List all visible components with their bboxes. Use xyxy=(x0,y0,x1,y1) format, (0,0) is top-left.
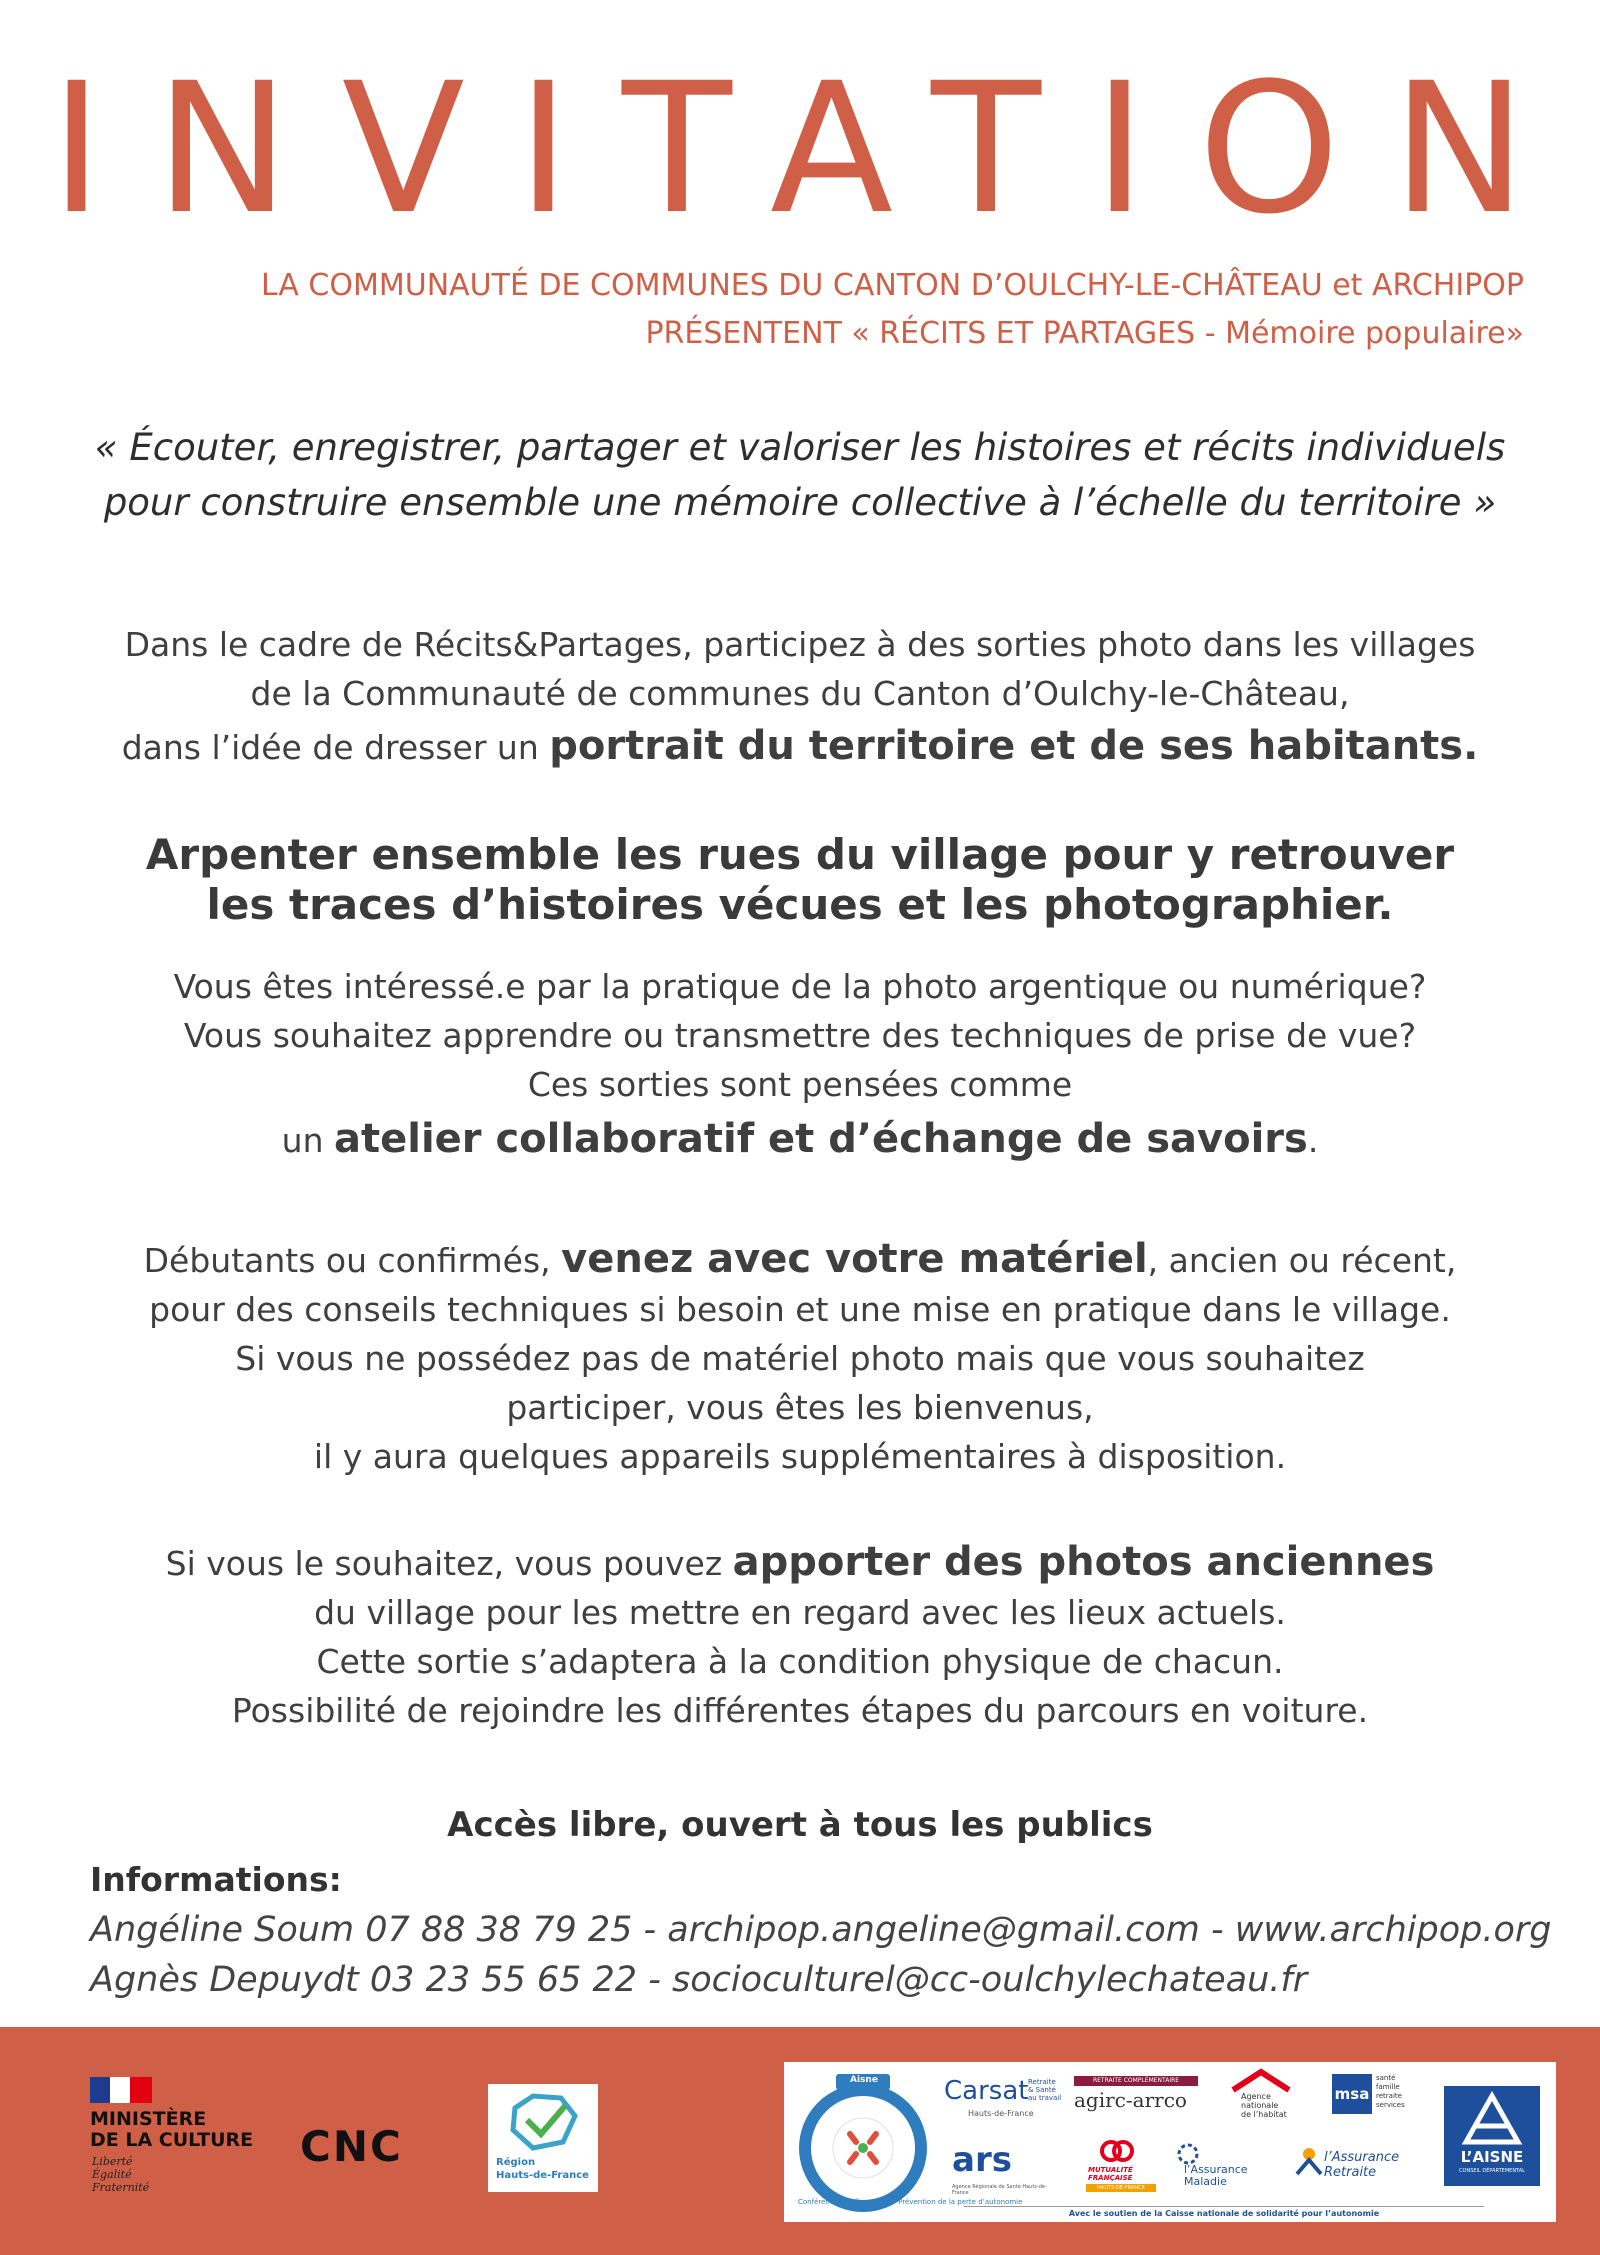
funders-panel xyxy=(784,2062,1556,2222)
photos-paragraph xyxy=(0,1538,1600,1735)
walk-heading xyxy=(0,830,1600,930)
subtitle-line-1: LA COMMUNAUTÉ DE COMMUNES DU CANTON D’OULCHY-LE-CHÂTEAU et ARCHIPOP xyxy=(260,268,1524,303)
questions-line-2: Vous souhaitez apprendre ou transmettre des techniques de prise de vue? xyxy=(183,1016,1417,1055)
conference-badge-icon xyxy=(798,2072,928,2212)
ars-logo: ars Agence Régionale de Santé Hauts-de-France xyxy=(952,2140,1047,2196)
material-line-1: Débutants ou confirmés, venez avec votre matériel, ancien ou récent, xyxy=(143,1236,1457,1282)
material-line-5: il y aura quelques appareils supplémentaires à disposition. xyxy=(313,1437,1287,1476)
cnsa-mention: Avec le soutien de la Caisse nationale de solidarité pour l’autonomie xyxy=(964,2206,1484,2218)
intro-line-2: de la Communauté de communes du Canton d’Oulchy-le-Château, xyxy=(250,674,1350,713)
conference-financeurs-logo: Aisne Conférence des financeurs · Prévention de la perte d’autonomie xyxy=(798,2072,928,2212)
questions-line-4: un atelier collaboratif et d’échange de savoirs. xyxy=(281,1116,1319,1162)
material-line-4: participer, vous êtes les bienvenus, xyxy=(506,1388,1094,1427)
region-heart-icon xyxy=(503,2090,583,2152)
invitation-title: INVITATION xyxy=(50,45,1579,254)
msa-logo: msa santé famille retraite services xyxy=(1332,2074,1432,2120)
material-line-3: Si vous ne possédez pas de matériel photo mais que vous souhaitez xyxy=(235,1339,1365,1378)
anah-roof-icon xyxy=(1231,2070,1291,2092)
quote-line-1: « Écouter, enregistrer, partager et valoriser les histoires et récits individuels xyxy=(94,426,1506,469)
aisne-logo: L’AISNE CONSEIL DÉPARTEMENTAL xyxy=(1444,2086,1540,2186)
access-statement: Accès libre, ouvert à tous les publics xyxy=(447,1805,1153,1845)
agirc-arrco-logo: RETRAITE COMPLÉMENTAIRE agirc-arrco xyxy=(1074,2076,1204,2120)
atelier-highlight: atelier collaboratif et d’échange de savoirs xyxy=(334,1116,1308,1162)
heading-line-1: Arpenter ensemble les rues du village pour y retrouver xyxy=(145,830,1455,879)
assurance-retraite-logo: l’Assurance Retraite xyxy=(1294,2140,1414,2200)
photos-highlight: apporter des photos anciennes xyxy=(732,1539,1435,1585)
marianne-flag-icon xyxy=(90,2077,152,2103)
info-label: Informations: xyxy=(90,1860,342,1899)
photos-line-1: Si vous le souhaitez, vous pouvez apporter des photos anciennes xyxy=(165,1539,1435,1585)
questions-paragraph xyxy=(0,962,1600,1165)
materiel-highlight: venez avec votre matériel xyxy=(561,1236,1148,1282)
photos-line-2: du village pour les mettre en regard avec les lieux actuels. xyxy=(314,1593,1286,1632)
mutualite-francaise-logo: MUTUALITÉ FRANÇAISE HAUTS-DE-FRANCE xyxy=(1082,2138,1162,2200)
heading-line-2: les traces d’histoires vécues et les photographier. xyxy=(206,880,1394,929)
project-quote xyxy=(0,420,1600,530)
photos-line-3: Cette sortie s’adaptera à la condition physique de chacun. xyxy=(316,1642,1284,1681)
intro-paragraph xyxy=(0,620,1600,772)
organizers-subtitle xyxy=(261,262,1524,358)
questions-line-1: Vous êtes intéressé.e par la pratique de la photo argentique ou numérique? xyxy=(173,967,1427,1006)
intro-line-1: Dans le cadre de Récits&Partages, participez à des sorties photo dans les villages xyxy=(124,625,1476,664)
subtitle-line-2: PRÉSENTENT « RÉCITS ET PARTAGES - Mémoire populaire» xyxy=(645,316,1524,351)
photos-line-4: Possibilité de rejoindre les différentes étapes du parcours en voiture. xyxy=(231,1691,1369,1730)
cnc-logo: CNC xyxy=(300,2122,403,2171)
material-line-2: pour des conseils techniques si besoin et une mise en pratique dans le village. xyxy=(149,1290,1451,1329)
aisne-emblem-icon xyxy=(1462,2094,1522,2146)
assurance-maladie-logo: l’Assurance Maladie xyxy=(1174,2142,1274,2198)
portrait-highlight: portrait du territoire et de ses habitants. xyxy=(549,723,1479,769)
quote-line-2: pour construire ensemble une mémoire collective à l’échelle du territoire » xyxy=(103,481,1497,524)
ministere-culture-logo: MINISTÈRE DE LA CULTURE Liberté Égalité Fraternité xyxy=(90,2077,270,2227)
contact-agnes: Agnès Depuydt 03 23 55 65 22 - socioculturel@cc-oulchylechateau.fr xyxy=(90,1960,1308,2000)
region-hdf-logo: Région Hauts-de-France xyxy=(488,2084,598,2192)
contact-angeline: Angéline Soum 07 88 38 79 25 - archipop.angeline@gmail.com - www.archipop.org xyxy=(90,1910,1552,1950)
questions-line-3: Ces sorties sont pensées comme xyxy=(527,1065,1073,1104)
mutualite-shape-icon xyxy=(1100,2138,1134,2164)
anah-logo: Agence nationale de l’habitat xyxy=(1229,2070,1309,2126)
assurance-retraite-icon xyxy=(1294,2146,1324,2176)
material-paragraph xyxy=(0,1235,1600,1481)
carsat-logo: Carsat Retraite & Santé au travail Hauts-de-France xyxy=(944,2076,1062,2118)
intro-line-3: dans l’idée de dresser un portrait du territoire et de ses habitants. xyxy=(121,723,1479,769)
partners-footer xyxy=(0,2027,1600,2255)
